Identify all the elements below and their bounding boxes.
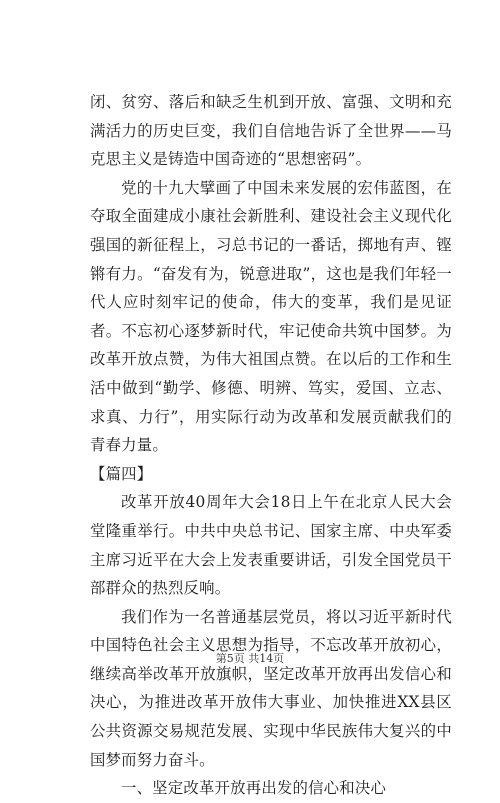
page-number-footer: 第5页 共14页 [215,652,285,665]
paragraph-nineteenth-congress: 党的十九大擘画了中国未来发展的宏伟蓝图，在夺取全面建成小康社会新胜利、建设社会主义现代化强国的新征程上，习总书记的一番话，掷地有声、铿锵有力。“奋发有为，锐意进取”，这也是我们年轻一代人应时刻牢记的使命，伟大的变革，我们是见证者。不忘初心逐梦新时代，牢记使命共筑中国梦。为改革开放点赞，为伟大祖国点赞。在以后的工作和生活中做到“勤学、修德、明辨、笃实，爱国、立志、求真、力行”，用实际行动为改革和发展贡献我们的青春力量。 [90,178,452,455]
document-body [90,88,452,803]
subheading-confidence: 一、坚定改革开放再出发的信心和决心 [121,779,387,798]
paragraph-party-member-pledge: 我们作为一名普通基层党员，将以习近平新时代中国特色社会主义思想为指导，不忘改革开放初心，继续高举改革开放旗帜，坚定改革开放再出发信心和决心，为推进改革开放伟大事业、加快推进XX县区公共资源交易规范发展、实现中华民族伟大复兴的中国梦而努力奋斗。 [90,607,452,769]
section-heading-part-four: 【篇四】 [90,464,153,483]
paragraph-anniversary-meeting: 改革开放40周年大会18日上午在北京人民大会堂隆重举行。中共中央总书记、国家主席、中央军委主席习近平在大会上发表重要讲话，引发全国党员干部群众的热烈反响。 [90,493,452,598]
paragraph-continuation: 闭、贫穷、落后和缺乏生机到开放、富强、文明和充满活力的历史巨变，我们自信地告诉了全世界——马克思主义是铸造中国奇迹的“思想密码”。 [90,93,452,169]
